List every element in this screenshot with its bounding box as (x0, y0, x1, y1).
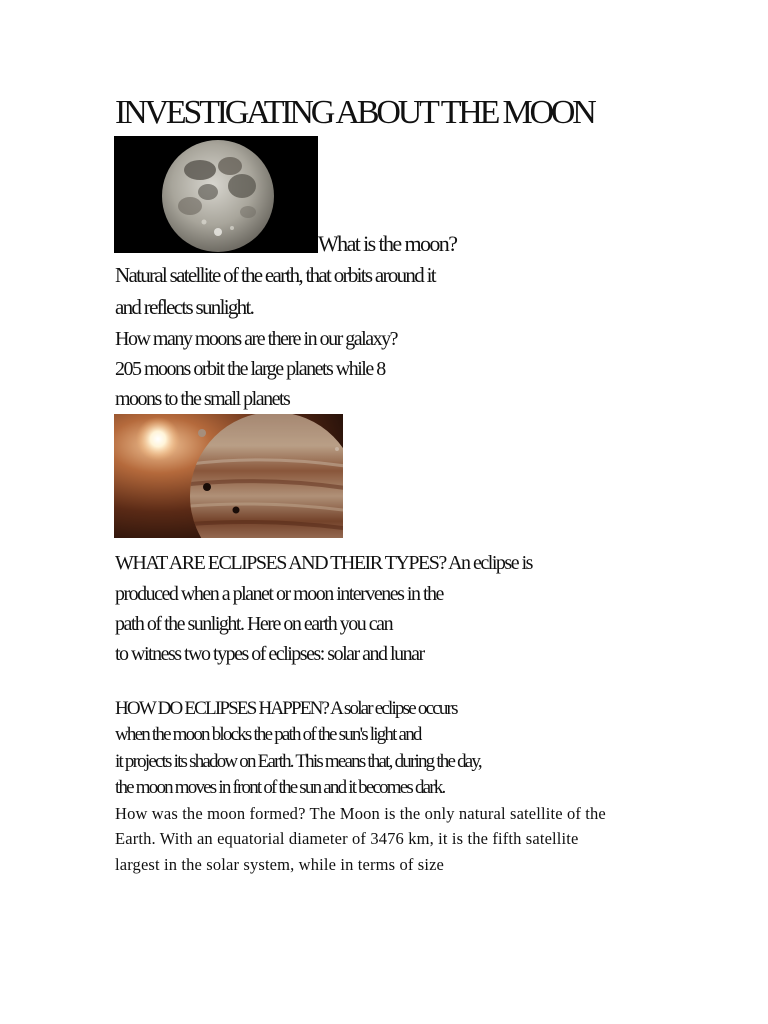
question-how-many-moons: How many moons are there in our galaxy? (115, 328, 397, 350)
eclipses-line: WHAT ARE ECLIPSES AND THEIR TYPES? An eclipse is (115, 552, 532, 574)
answer-line: and reflects sunlight. (115, 295, 254, 319)
question-what-is-moon: What is the moon? (318, 231, 457, 256)
eclipses-happen-line: it projects its shadow on Earth. This means that, during the day, (115, 751, 481, 772)
eclipses-happen-line: when the moon blocks the path of the sun's light and (115, 724, 421, 745)
planet-image (114, 414, 343, 538)
moon-photo (114, 136, 318, 253)
page-title: INVESTIGATING ABOUT THE MOON (115, 94, 594, 131)
moon-formed-line: largest in the solar system, while in terms of size (115, 855, 445, 874)
eclipses-line: to witness two types of eclipses: solar and lunar (115, 643, 424, 665)
answer-line: Natural satellite of the earth, that orbits around it (115, 263, 435, 287)
moon-formed-line: How was the moon formed? The Moon is the only natural satellite of the (115, 804, 606, 823)
eclipses-happen-line: HOW DO ECLIPSES HAPPEN? A solar eclipse occurs (115, 698, 457, 719)
answer-line: 205 moons orbit the large planets while 8 (115, 358, 385, 380)
planet-photo (114, 414, 343, 538)
eclipses-happen-line: the moon moves in front of the sun and it becomes dark. (115, 777, 445, 798)
moon-formed-line: Earth. With an equatorial diameter of 3476 km, it is the fifth satellite (115, 829, 579, 848)
answer-line: moons to the small planets (115, 388, 290, 410)
moon-image (114, 136, 318, 253)
eclipses-line: path of the sunlight. Here on earth you can (115, 613, 393, 635)
eclipses-line: produced when a planet or moon intervenes in the (115, 583, 443, 605)
